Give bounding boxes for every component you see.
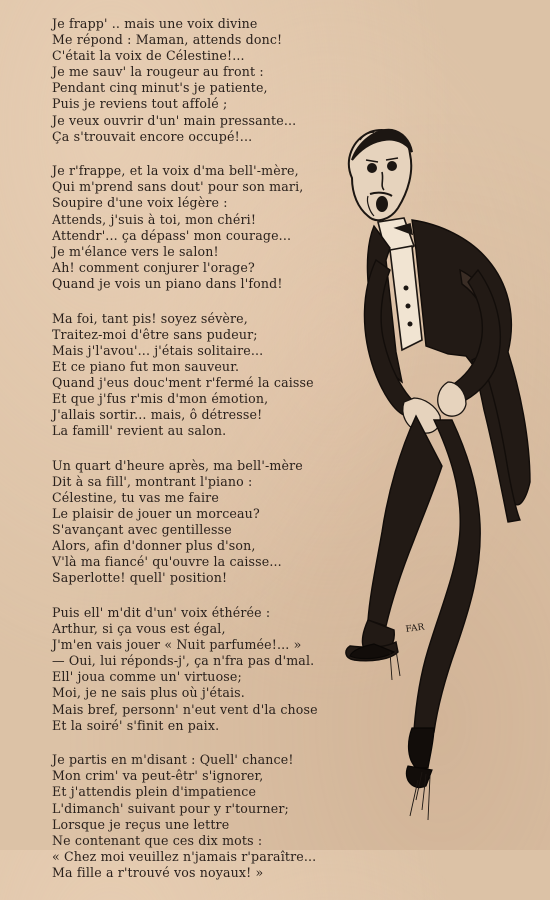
poem-line: — Oui, lui réponds-j', ça n'fra pas d'mal. bbox=[52, 653, 315, 669]
poem-line: Qui m'prend sans dout' pour son mari, bbox=[52, 179, 304, 195]
poem-line: Quand je vois un piano dans l'fond! bbox=[52, 275, 283, 291]
artist-signature: FAR bbox=[405, 622, 425, 635]
poem-line: Puis je reviens tout affolé ; bbox=[52, 96, 228, 112]
poem-line: Lorsque je reçus une lettre bbox=[52, 816, 230, 832]
poem-line: Dit à sa fill', montrant l'piano : bbox=[52, 473, 253, 489]
poem-line: Attends, j'suis à toi, mon chéri! bbox=[52, 211, 257, 227]
poem-line: Me répond : Maman, attends donc! bbox=[52, 32, 283, 48]
stanza-2 bbox=[52, 163, 352, 292]
poem-line: Saperlotte! quell' position! bbox=[52, 570, 228, 586]
poem-line: Et que j'fus r'mis d'mon émotion, bbox=[52, 390, 269, 406]
poem-line: La famill' revient au salon. bbox=[52, 423, 227, 439]
poem-line: Attendr'... ça dépass' mon courage... bbox=[52, 227, 292, 243]
poem-line: Célestine, tu vas me faire bbox=[52, 489, 219, 505]
poem-line: Je frapp' .. mais une voix divine bbox=[52, 16, 258, 31]
poem-line: C'était la voix de Célestine!... bbox=[52, 48, 245, 64]
poem-line: Pendant cinq minut's je patiente, bbox=[52, 80, 268, 96]
poem-line: Quand j'eus douc'ment r'fermé la caisse bbox=[52, 374, 314, 390]
poem-line: Arthur, si ça vous est égal, bbox=[52, 621, 226, 637]
poem-line: Je partis en m'disant : Quell' chance! bbox=[52, 752, 294, 768]
poem-line: Alors, afin d'donner plus d'son, bbox=[52, 538, 256, 554]
poem-line: Moi, je ne sais plus où j'étais. bbox=[52, 685, 245, 701]
poem-line: Ne contenant que ces dix mots : bbox=[52, 832, 263, 848]
trousers-drawing bbox=[346, 416, 480, 732]
poem-line: Ah! comment conjurer l'orage? bbox=[52, 259, 255, 275]
stanza-1 bbox=[52, 16, 352, 145]
poem-line: Le plaisir de jouer un morceau? bbox=[52, 506, 260, 522]
poem-line: Je veux ouvrir d'un' main pressante... bbox=[52, 112, 297, 128]
poem-line: S'avançant avec gentillesse bbox=[52, 522, 232, 538]
poem-text-column bbox=[52, 16, 352, 900]
poem-line: Et ce piano fut mon sauveur. bbox=[52, 358, 240, 374]
stanza-4 bbox=[52, 458, 352, 587]
poem-line: Ell' joua comme un' virtuose; bbox=[52, 669, 242, 685]
poem-line: J'm'en vais jouer « Nuit parfumée!... » bbox=[52, 637, 302, 653]
poem-line: Un quart d'heure après, ma bell'-mère bbox=[52, 457, 303, 473]
poem-line: Soupire d'une voix légère : bbox=[52, 195, 228, 211]
stanza-3 bbox=[52, 311, 352, 440]
poem-line: Mais j'l'avou'... j'étais solitaire... bbox=[52, 342, 264, 358]
poem-line: Ça s'trouvait encore occupé!... bbox=[52, 128, 253, 144]
poem-line: Et la soiré' s'finit en paix. bbox=[52, 717, 220, 733]
poem-line: V'là ma fiancé' qu'ouvre la caisse... bbox=[52, 554, 282, 570]
poem-line: Et j'attendis plein d'impatience bbox=[52, 784, 257, 800]
poem-line: « Chez moi veuillez n'jamais r'paraître... bbox=[52, 848, 317, 864]
poem-line: Traitez-moi d'être sans pudeur; bbox=[52, 326, 258, 342]
poem-line: Ma fille a r'trouvé vos noyaux! » bbox=[52, 864, 264, 880]
poem-line: Ma foi, tant pis! soyez sévère, bbox=[52, 310, 248, 326]
head-drawing bbox=[349, 130, 412, 220]
gentleman-illustration bbox=[330, 120, 545, 835]
poem-line: Je r'frappe, et la voix d'ma bell'-mère, bbox=[52, 163, 299, 179]
poem-line: Mais bref, personn' n'eut vent d'la chose bbox=[52, 701, 318, 717]
poem-line: J'allais sortir... mais, ô détresse! bbox=[52, 407, 263, 423]
poem-line: L'dimanch' suivant pour y r'tourner; bbox=[52, 800, 289, 816]
poem-line: Je me sauv' la rougeur au front : bbox=[52, 64, 264, 80]
poem-line: Je m'élance vers le salon! bbox=[52, 243, 219, 259]
stanza-6 bbox=[52, 752, 352, 881]
stanza-5 bbox=[52, 605, 352, 734]
poem-line: Puis ell' m'dit d'un' voix éthérée : bbox=[52, 605, 271, 620]
poem-line: Mon crim' va peut-êtr' s'ignorer, bbox=[52, 768, 264, 784]
